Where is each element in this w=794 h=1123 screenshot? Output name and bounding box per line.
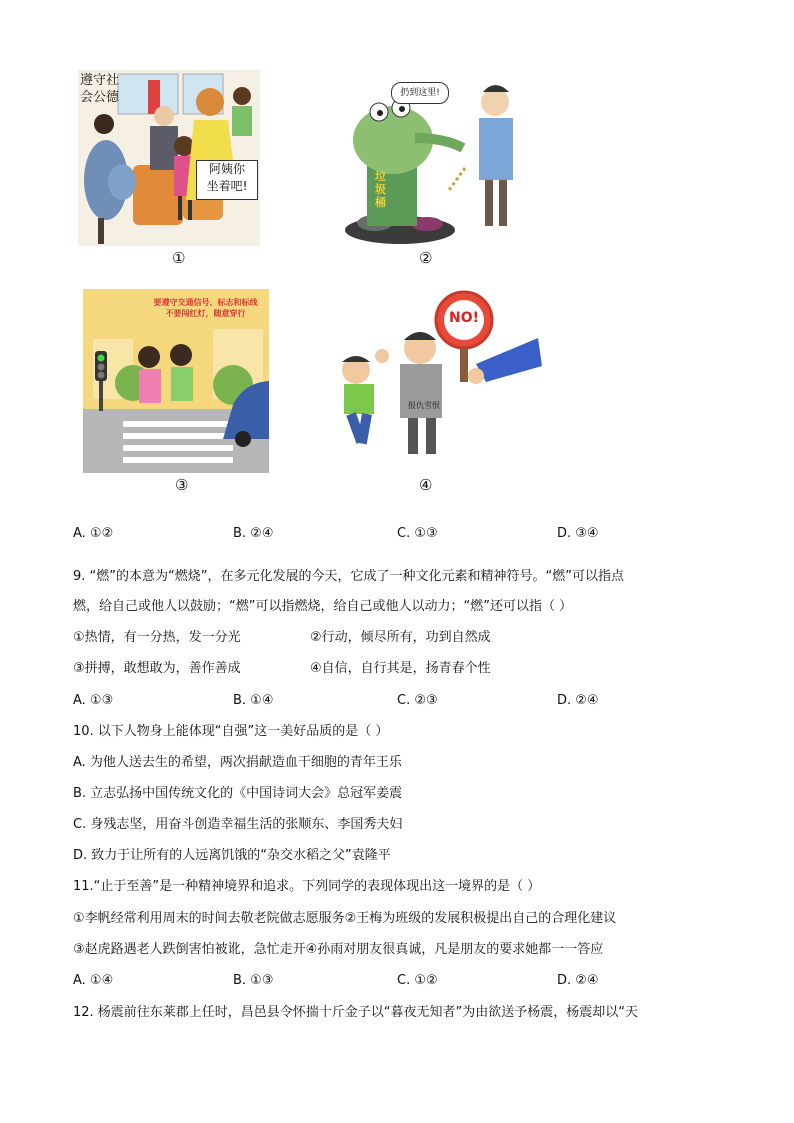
q9-item-1: ①热情，有一分热，发一分光 bbox=[73, 630, 241, 645]
q9-option-a: A. ①③ bbox=[73, 693, 114, 708]
figure-4-number: ④ bbox=[419, 476, 433, 494]
figure-2-illustration bbox=[345, 78, 530, 248]
q8-option-d: D. ③④ bbox=[557, 526, 599, 541]
q9-option-d: D. ②④ bbox=[557, 693, 599, 708]
fig1-caption-line1: 遵守社 bbox=[80, 73, 120, 88]
figure-2-number: ② bbox=[419, 249, 433, 267]
q9-item-3: ③拼搏，敢想敢为，善作善成 bbox=[73, 661, 241, 676]
fig1-caption-line2: 会公德 bbox=[80, 90, 120, 105]
q9-stem-line2: 燃，给自己或他人以鼓励；“燃”可以指燃烧，给自己或他人以动力；“燃”还可以指（ ） bbox=[73, 599, 573, 614]
q11-line2: ③赵虎路遇老人跌倒害怕被讹，急忙走开④孙雨对朋友很真诚，凡是朋友的要求她都一一答应 bbox=[73, 942, 604, 957]
q11-line1: ①李帆经常利用周末的时间去敬老院做志愿服务②王梅为班级的发展积极提出自己的合理化建议 bbox=[73, 911, 617, 926]
fig2-speech-bubble bbox=[391, 82, 449, 104]
fig3-banner-line1: 要遵守交通信号、标志和标线 bbox=[153, 298, 258, 307]
fig2-bin-label bbox=[375, 170, 395, 209]
fig2-bin-label-text: 垃圾桶 bbox=[375, 170, 386, 209]
q9-option-b: B. ①④ bbox=[233, 693, 274, 708]
fig1-speech-line2: 坐着吧! bbox=[206, 179, 248, 193]
q10-option-d: D. 致力于让所有的人远离饥饿的“杂交水稻之父”袁隆平 bbox=[73, 848, 391, 863]
fig3-banner bbox=[143, 297, 268, 319]
fig4-no-text: NO! bbox=[448, 310, 479, 326]
figure-1-number: ① bbox=[172, 249, 186, 267]
q11-option-d: D. ②④ bbox=[557, 973, 599, 988]
fig1-caption bbox=[80, 72, 119, 106]
q8-option-b: B. ②④ bbox=[233, 526, 274, 541]
q8-option-c: C. ①③ bbox=[397, 526, 438, 541]
q10-option-b: B. 立志弘扬中国传统文化的《中国诗词大会》总冠军姜震 bbox=[73, 786, 403, 801]
q10-option-c: C. 身残志坚，用奋斗创造幸福生活的张顺东、李国秀夫妇 bbox=[73, 817, 403, 832]
fig4-no-sign-text bbox=[448, 310, 480, 326]
fig4-bag-label bbox=[404, 400, 444, 411]
no-revenge-scene bbox=[316, 290, 544, 460]
q10-option-a: A. 为他人送去生的希望，两次捐献造血干细胞的青年王乐 bbox=[73, 755, 402, 770]
fig1-speech-line1: 阿姨你 bbox=[208, 162, 245, 176]
q10-stem: 10. 以下人物身上能体现“自强”这一美好品质的是（ ） bbox=[73, 724, 389, 739]
q11-option-a: A. ①④ bbox=[73, 973, 114, 988]
fig3-banner-line2: 不要闯红灯，随意穿行 bbox=[165, 309, 246, 318]
figure-3-illustration bbox=[83, 289, 269, 473]
q11-option-b: B. ①③ bbox=[233, 973, 274, 988]
q9-item-2: ②行动，倾尽所有，功到自然成 bbox=[310, 630, 491, 645]
fig1-speech-bubble bbox=[196, 160, 258, 200]
q12-stem: 12. 杨震前往东莱郡上任时，昌邑县令怀揣十斤金子以“暮夜无知者”为由欲送予杨震，杨震却以“天 bbox=[73, 1005, 639, 1020]
fig2-speech-text: 扔到这里! bbox=[400, 88, 440, 98]
q9-option-c: C. ②③ bbox=[397, 693, 438, 708]
q11-option-c: C. ①② bbox=[397, 973, 438, 988]
q9-item-4: ④自信，自行其是，扬青春个性 bbox=[310, 661, 491, 676]
figure-1-illustration bbox=[78, 70, 260, 246]
figure-4-illustration bbox=[316, 290, 544, 460]
q11-stem: 11.“止于至善”是一种精神境界和追求。下列同学的表现体现出这一境界的是（ ） bbox=[73, 879, 541, 894]
q9-stem-line1: 9. “燃”的本意为“燃烧”，在多元化发展的今天，它成了一种文化元素和精神符号。“燃”可以指点 bbox=[73, 569, 624, 584]
fig4-bag-label-text: 报仇雪恨 bbox=[408, 401, 440, 410]
figure-3-number: ③ bbox=[175, 476, 189, 494]
q8-option-a: A. ①② bbox=[73, 526, 114, 541]
